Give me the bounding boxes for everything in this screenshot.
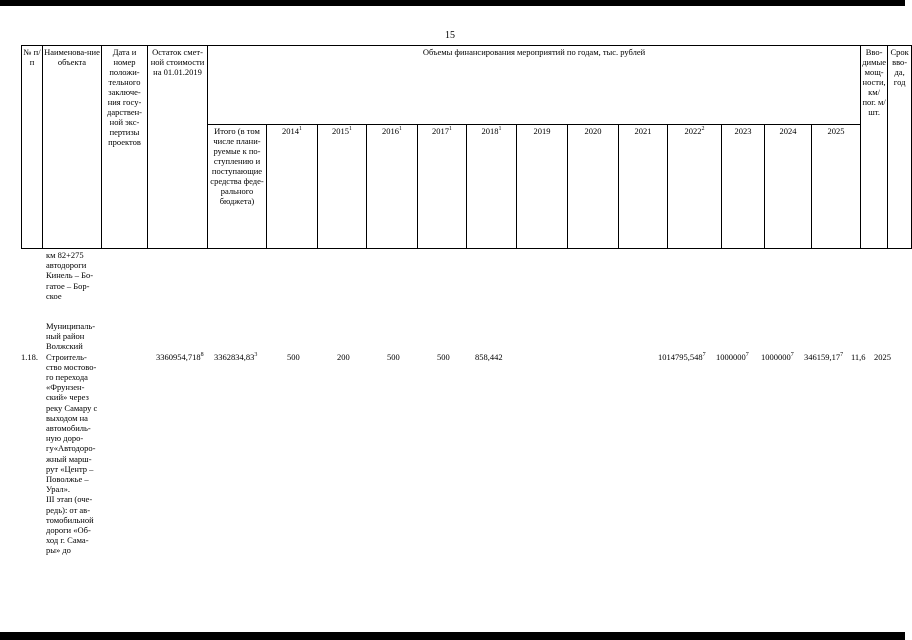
object-line: Поволжье – xyxy=(46,474,89,485)
object-line: «Фрунзен- xyxy=(46,382,85,393)
row-2018: 858,442 xyxy=(475,352,503,362)
year-2022: 2022$^2$ xyxy=(668,125,722,249)
header-capacity: Вво-димые мощ-ности, км/ пог. м/шт. xyxy=(861,46,888,249)
financing-table xyxy=(21,45,912,249)
object-line: редь): от ав- xyxy=(46,504,91,515)
row-number: 1.18. xyxy=(21,352,38,362)
page-number: 15 xyxy=(445,30,455,41)
object-line: го перехода xyxy=(46,372,88,383)
row-2025: 346159,17$^7$ xyxy=(804,352,844,362)
row-term: 2025 xyxy=(874,352,891,362)
object-line: выходом на xyxy=(46,412,88,423)
object-line: автомобиль- xyxy=(46,423,91,434)
object-line: гатое – Бор- xyxy=(46,280,90,291)
object-line: Строитель- xyxy=(46,351,87,362)
header-financing: Объемы финансирования мероприятий по годам, тыс. рублей xyxy=(208,46,861,125)
object-line: рут «Центр – xyxy=(46,463,94,474)
row-balance: 3360954,718$^8$ xyxy=(156,352,204,362)
year-2023: 2023 xyxy=(722,125,765,249)
object-line: дороги «Об- xyxy=(46,525,91,536)
object-line: реку Самару с xyxy=(46,402,98,413)
year-2017: 2017$^1$ xyxy=(418,125,467,249)
row-2024: 1000000$^7$ xyxy=(761,352,794,362)
object-line: Волжский xyxy=(46,341,83,352)
bottom-border xyxy=(0,632,905,640)
year-2019: 2019 xyxy=(517,125,568,249)
row-2017: 500 xyxy=(437,352,450,362)
object-line: ры» до xyxy=(46,545,71,556)
object-line: Муниципаль- xyxy=(46,321,96,332)
year-2014: 2014$^1$ xyxy=(267,125,318,249)
year-2020: 2020 xyxy=(568,125,619,249)
row-2023: 1000000$^7$ xyxy=(716,352,749,362)
header-name: Наименова-ние объекта xyxy=(43,46,102,249)
object-line: ское xyxy=(46,290,62,301)
row-2016: 500 xyxy=(387,352,400,362)
object-line: ную доро- xyxy=(46,433,84,444)
object-line: км 82+275 xyxy=(46,250,84,260)
row-2014: 500 xyxy=(287,352,300,362)
object-line: томобильной xyxy=(46,514,94,525)
object-line: Урал». xyxy=(46,484,70,495)
object-line: ный район xyxy=(46,331,85,342)
header-term: Срок вво-да, год xyxy=(888,46,912,249)
object-line: автодороги xyxy=(46,260,87,271)
year-2015: 2015$^1$ xyxy=(318,125,367,249)
row-total: 3362834,83$^3$ xyxy=(214,352,258,362)
row-2015: 200 xyxy=(337,352,350,362)
object-line: III этап (оче- xyxy=(46,494,93,505)
row-2022: 1014795,548$^7$ xyxy=(658,352,706,362)
object-name xyxy=(46,250,106,556)
year-2024: 2024 xyxy=(765,125,812,249)
year-2025: 2025 xyxy=(812,125,861,249)
year-2021: 2021 xyxy=(619,125,668,249)
object-line: жный марш- xyxy=(46,453,92,464)
header-date: Дата и номер положи-тельного заключе-ния госу-дарствен-ной экс-пертизы проектов xyxy=(102,46,148,249)
object-line: ство мостово- xyxy=(46,361,97,372)
header-total: Итого (в том числе плани-руемые к по-ступлению и поступающие средства феде-рального бюджета) xyxy=(208,125,267,249)
top-border xyxy=(0,0,905,6)
object-line: ход г. Сама- xyxy=(46,535,89,546)
row-capacity: 11,6 xyxy=(851,352,866,362)
object-line: гу«Автодоро- xyxy=(46,443,96,454)
object-line: Кинель – Бо- xyxy=(46,270,94,281)
object-line: ский» через xyxy=(46,392,89,403)
header-num: № п/п xyxy=(22,46,43,249)
year-2018: 2018$^1$ xyxy=(467,125,517,249)
header-balance: Остаток смет-ной стоимости на 01.01.2019 xyxy=(148,46,208,249)
year-2016: 2016$^1$ xyxy=(367,125,418,249)
